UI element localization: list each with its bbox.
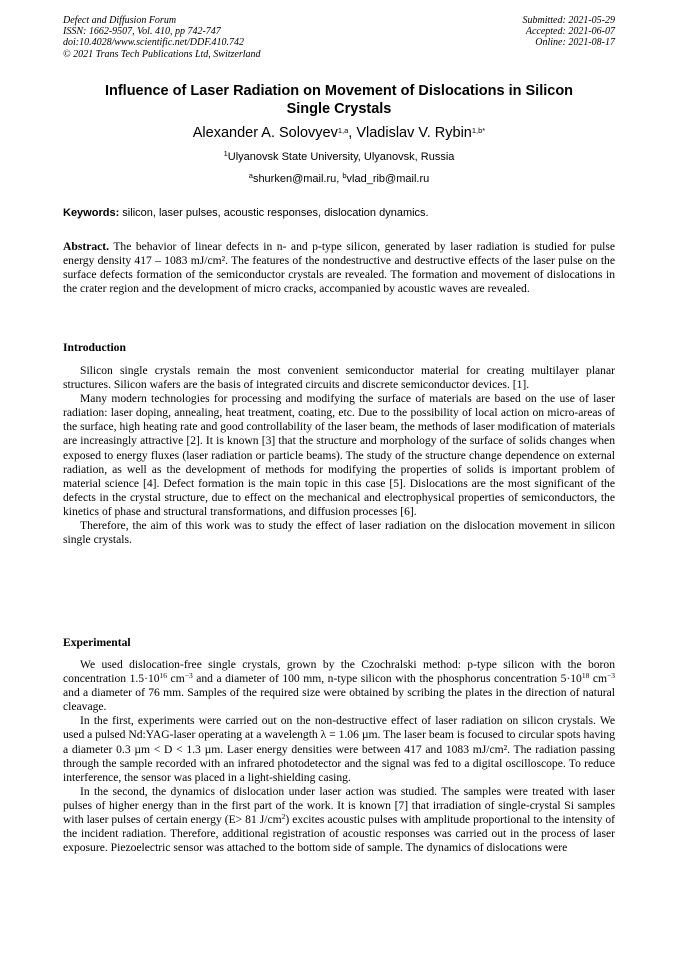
journal-header bbox=[63, 15, 261, 60]
affiliation-marker: 1 bbox=[223, 149, 228, 158]
abstract-label: Abstract. bbox=[63, 240, 110, 253]
experimental-paragraph-1 bbox=[63, 658, 615, 714]
exp-p1-exponent-1: 16 bbox=[159, 671, 168, 681]
email-a: shurken@mail.ru, bbox=[252, 173, 343, 185]
accepted-date: Accepted: 2021-06-07 bbox=[525, 26, 615, 38]
introduction-paragraph-2: Many modern technologies for processing and modifying the surface of materials are based on the use of laser radiation: laser doping, annealing, heat treatment, coating, etc. Due to the possibility of local action on micro-areas of the surface, high heating rate and good controllability of the laser beam, the methods of laser modification of materials are increasingly attractive [2]. It is known [3] that the structure and morphology of the surface of solids changes when exposed to energy fluxes (laser radiation or particle beams). The study of the structure change dependence on external radiation, as well as the development of methods for modifying the properties of solids is important problem of material science [4]. Defect formation is the main topic in this case [5]. Dislocations are the most significant of the defects in the crystal structure, due to effect on the mechanical and electrophysical properties of semiconductors, the kinetics of phase and structural transformations, and diffusion processes [6]. bbox=[63, 392, 615, 518]
abstract-text: The behavior of linear defects in n- and p-type silicon, generated by laser radiation is studied for pulse energy density 417 – 1083 mJ/cm². The features of the nondestructive and destructive effects of the laser pulse on the surface defects formation of the semiconductor crystals are revealed. The formation and movement of dislocations in the crater region and the development of micro cracks, accompanied by acoustic waves are revealed. bbox=[63, 240, 615, 296]
experimental-heading: Experimental bbox=[63, 636, 131, 649]
email-b: vlad_rib@mail.ru bbox=[346, 173, 430, 185]
experimental-paragraph-3 bbox=[63, 785, 615, 855]
abstract bbox=[63, 240, 615, 296]
exp-p1-text-b: cm bbox=[167, 672, 185, 686]
title-line-2: Single Crystals bbox=[286, 101, 392, 117]
exp-p1-exponent-3: 18 bbox=[581, 671, 590, 681]
author-emails bbox=[63, 172, 615, 186]
keywords-text: silicon, laser pulses, acoustic responses, dislocation dynamics. bbox=[119, 207, 429, 219]
exp-p1-exponent-2: −3 bbox=[184, 671, 193, 681]
introduction-paragraph-3: Therefore, the aim of this work was to study the effect of laser radiation on the dislocation movement in silicon single crystals. bbox=[63, 519, 615, 547]
email-marker-b: b bbox=[342, 171, 347, 180]
issn-line: ISSN: 1662-9507, Vol. 410, pp 742-747 bbox=[63, 26, 221, 38]
introduction-paragraph-1: Silicon single crystals remain the most convenient semiconductor material for creating multilayer planar structures. Silicon wafers are the basis of integrated circuits and discrete semiconductor devices. [1]. bbox=[63, 364, 615, 392]
introduction-section bbox=[63, 364, 615, 547]
submitted-date: Submitted: 2021-05-29 bbox=[522, 15, 615, 26]
journal-name: Defect and Diffusion Forum bbox=[63, 15, 177, 26]
exp-p3-text-b: ) excites acoustic pulses with amplitude proportional to the intensity of the incident radiation. Therefore, additional registration of acoustic responses was carried out in the process of laser exposure. Piezoelectric sensor was attached to the bottom side of sample. The dynamics of dislocations were bbox=[63, 813, 615, 855]
exp-p1-text-e: and a diameter of 76 mm. Samples of the required size were obtained by scribing the plates in the direction of natural cleavage. bbox=[63, 686, 615, 714]
exp-p1-text-a: We used dislocation-free single crystals, grown by the Czochralski method: p-type silicon with the boron concentration 1.5·10 bbox=[63, 658, 615, 686]
email-marker-a: a bbox=[248, 171, 253, 180]
author-1-affil: 1,a bbox=[337, 126, 349, 135]
author-separator: , bbox=[348, 125, 357, 141]
dates-header bbox=[523, 15, 616, 49]
keywords bbox=[63, 206, 615, 220]
experimental-section bbox=[63, 658, 615, 855]
introduction-heading: Introduction bbox=[63, 341, 126, 354]
paper-title bbox=[63, 82, 615, 118]
author-list bbox=[63, 124, 615, 142]
copyright-line: © 2021 Trans Tech Publications Ltd, Switzerland bbox=[63, 48, 261, 60]
exp-p1-exponent-4: −3 bbox=[607, 671, 615, 681]
author-2: Vladislav V. Rybin bbox=[356, 125, 472, 141]
exp-p1-text-d: cm bbox=[589, 672, 608, 686]
online-date: Online: 2021-08-17 bbox=[535, 37, 615, 49]
abstract-paragraph bbox=[63, 240, 615, 296]
author-1: Alexander A. Solovyev bbox=[192, 125, 338, 141]
affiliation bbox=[63, 150, 615, 164]
title-line-1: Influence of Laser Radiation on Movement of Dislocations in Silicon bbox=[104, 83, 574, 99]
author-2-affil: 1,b* bbox=[471, 126, 486, 135]
exp-p1-text-c: and a diameter of 100 mm, n-type silicon with the phosphorus concentration 5·10 bbox=[192, 672, 582, 686]
exp-p3-exponent: 2 bbox=[281, 812, 286, 822]
affiliation-text: Ulyanovsk State University, Ulyanovsk, Russia bbox=[227, 151, 455, 163]
experimental-paragraph-2: In the first, experiments were carried out on the non-destructive effect of laser radiation on silicon crystals. We used a pulsed Nd:YAG-laser operating at a wavelength λ = 1.06 µm. The laser beam is focused to circular spots having a diameter 0.3 µm < D < 1.3 µm. Laser energy densities were between 417 and 1083 mJ/cm². The radiation passing through the sample recorded with an infrared photodetector and the signal was fed to a digital oscilloscope. To reduce interference, the sensor was placed in a light-shielding casing. bbox=[63, 714, 615, 784]
keywords-label: Keywords: bbox=[63, 207, 120, 219]
exp-p3-text-a: In the second, the dynamics of dislocation under laser action was studied. The samples were treated with laser pulses of higher energy than in the first part of the work. It is known [7] that irradiation of single-crystal Si samples with laser pulses of certain energy (E> 81 J/cm bbox=[63, 784, 615, 827]
doi-line: doi:10.4028/www.scientific.net/DDF.410.742 bbox=[63, 37, 245, 49]
